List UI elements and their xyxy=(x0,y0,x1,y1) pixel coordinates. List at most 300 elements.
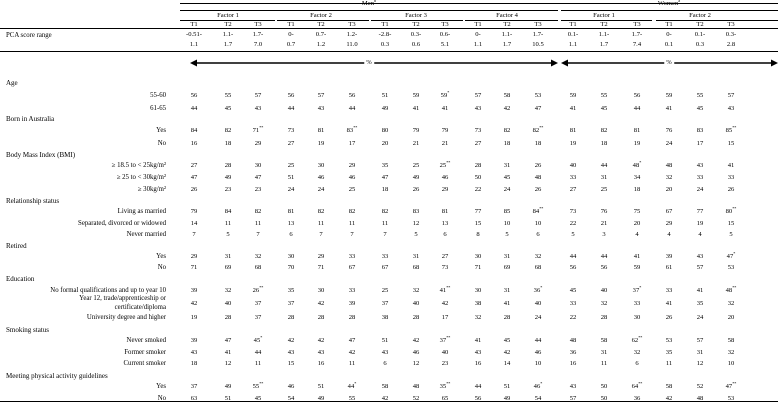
table-cell: 11 xyxy=(665,360,673,367)
table-cell: 57 xyxy=(727,92,735,99)
table-cell: 31 xyxy=(503,162,511,169)
table-cell: 24 xyxy=(317,186,325,193)
pca-range-lower: 0.3- xyxy=(725,31,737,38)
pca-range-lower: 0- xyxy=(475,31,481,38)
table-cell: 32 xyxy=(633,349,641,356)
table-cell: 61 xyxy=(665,264,673,271)
table-cell: 79 xyxy=(412,127,420,134)
table-cell: 56 xyxy=(190,92,198,99)
table-cell: 38 xyxy=(381,314,389,321)
table-cell: 43 xyxy=(474,349,482,356)
table-cell: 68 xyxy=(412,264,420,271)
table-cell: 42 xyxy=(503,105,511,112)
table-cell: 32 xyxy=(224,287,232,294)
table-cell: 48 xyxy=(569,337,577,344)
table-cell: 24 xyxy=(696,314,704,321)
table-cell: 41 xyxy=(569,105,577,112)
pca-range-upper: 1.1 xyxy=(568,41,578,48)
table-cell: 7 xyxy=(256,231,260,238)
table-cell: 46 xyxy=(348,174,356,181)
table-cell: 28 xyxy=(412,314,420,321)
table-cell: 75 xyxy=(633,208,641,215)
women-footnote-marker: a xyxy=(678,0,681,3)
factor-header-men: Factor 1 xyxy=(217,12,239,19)
table-cell: 53 xyxy=(727,395,735,402)
row-label: Yes xyxy=(156,253,166,260)
table-cell: 30 xyxy=(254,162,262,169)
pca-range-upper: 1.2 xyxy=(316,41,326,48)
table-cell: 4 xyxy=(635,231,639,238)
table-cell: 42 xyxy=(503,349,511,356)
table-cell: 6 xyxy=(383,360,387,367)
table-cell: 18 xyxy=(503,140,511,147)
table-cell: 73 xyxy=(287,127,295,134)
significance-marker: * xyxy=(639,160,642,165)
table-cell: 26 xyxy=(190,186,198,193)
table-cell: 12 xyxy=(412,220,420,227)
row-label: ≥ 25 to < 30kg/m² xyxy=(116,174,166,181)
pca-range-upper: 1.7 xyxy=(223,41,233,48)
table-cell: 18 xyxy=(381,186,389,193)
table-cell: 49 xyxy=(224,383,232,390)
table-cell: 21 xyxy=(412,140,420,147)
table-cell: 50 xyxy=(600,395,608,402)
table-cell: 68 xyxy=(534,264,542,271)
table-cell: 12 xyxy=(412,360,420,367)
table-cell: 55 xyxy=(348,395,356,402)
tertile-header: T2 xyxy=(224,21,232,28)
table-cell: 55 xyxy=(600,92,608,99)
table-cell: 68 xyxy=(254,264,262,271)
tertile-header: T1 xyxy=(474,21,482,28)
row-label: Yes xyxy=(156,127,166,134)
table-cell: 29 xyxy=(441,186,449,193)
table-cell: 77 xyxy=(474,208,482,215)
table-cell: 73 xyxy=(474,127,482,134)
table-cell: 15 xyxy=(727,220,735,227)
row-label: ≥ 18.5 to < 25kg/m² xyxy=(111,162,166,169)
row-label: No formal qualifications and up to year 10 xyxy=(50,287,166,294)
table-cell: 30 xyxy=(474,287,482,294)
tertile-header: T2 xyxy=(696,21,704,28)
section-heading: Body Mass Index (BMI) xyxy=(6,151,76,159)
pca-range-lower: 1.7- xyxy=(532,31,544,38)
table-cell: 46 xyxy=(534,349,542,356)
table-cell: 73 xyxy=(569,208,577,215)
table-cell: 42 xyxy=(665,395,673,402)
table-cell: 80** xyxy=(725,206,737,216)
table-cell: 15 xyxy=(287,360,295,367)
table-cell: 59 xyxy=(633,264,641,271)
table-cell: 32 xyxy=(412,287,420,294)
table-cell: 43 xyxy=(569,383,577,390)
table-cell: 82 xyxy=(381,208,389,215)
tertile-header: T2 xyxy=(317,21,325,28)
table-cell: 44 xyxy=(254,349,262,356)
table-cell: 65 xyxy=(441,395,449,402)
significance-marker: ** xyxy=(446,285,451,290)
table-cell: 32 xyxy=(727,349,735,356)
table-cell: 56 xyxy=(287,92,295,99)
table-cell: 56 xyxy=(600,264,608,271)
table-cell: 33 xyxy=(727,174,735,181)
table-cell: 82 xyxy=(503,127,511,134)
pca-range-lower: 1.2- xyxy=(346,31,358,38)
table-cell: 82** xyxy=(532,125,544,135)
table-cell: 38 xyxy=(474,300,482,307)
table-cell: 11 xyxy=(600,360,608,367)
significance-marker: ** xyxy=(259,381,264,386)
table-cell: 25 xyxy=(381,287,389,294)
table-cell: 37 xyxy=(381,300,389,307)
table-cell: 56 xyxy=(633,92,641,99)
significance-marker: ** xyxy=(446,160,451,165)
pca-range-upper: 7.0 xyxy=(253,41,263,48)
table-cell: 21 xyxy=(600,220,608,227)
table-cell: 21 xyxy=(441,140,449,147)
factor-header-men: Factor 2 xyxy=(310,12,332,19)
table-cell: 76 xyxy=(665,127,673,134)
table-cell: 81 xyxy=(287,208,295,215)
table-cell: 50 xyxy=(474,174,482,181)
table-cell: 36 xyxy=(569,349,577,356)
table-cell: 81 xyxy=(633,127,641,134)
table-cell: 48* xyxy=(632,160,642,170)
table-cell: 6 xyxy=(536,231,540,238)
table-cell: 43 xyxy=(317,105,325,112)
table-cell: 49 xyxy=(381,105,389,112)
table-cell: 47 xyxy=(254,174,262,181)
pca-range-upper: 1.7 xyxy=(502,41,512,48)
rule-women-underline xyxy=(561,10,778,11)
table-cell: 31 xyxy=(503,253,511,260)
pca-range-upper: 0.3 xyxy=(380,41,390,48)
row-label: Living as married xyxy=(117,208,166,215)
row-label: Current smoker xyxy=(123,360,166,367)
pca-range-upper: 10.5 xyxy=(532,41,544,48)
pca-range-lower: 1.1- xyxy=(598,31,610,38)
table-cell: 77 xyxy=(696,208,704,215)
section-heading: Meeting physical activity guidelines xyxy=(6,372,108,380)
table-cell: 41** xyxy=(439,285,451,295)
table-cell: 69 xyxy=(224,264,232,271)
table-cell: 41 xyxy=(474,337,482,344)
table-cell: 46 xyxy=(441,174,449,181)
pca-range-lower: 0.1- xyxy=(694,31,706,38)
table-cell: 27 xyxy=(287,140,295,147)
table-cell: 6 xyxy=(635,360,639,367)
table-cell: 31 xyxy=(696,349,704,356)
significance-marker: ** xyxy=(638,335,643,340)
table-cell: 12 xyxy=(696,360,704,367)
section-heading: Relationship status xyxy=(6,197,60,205)
row-label: Separated, divorced or widowed xyxy=(78,220,166,227)
table-cell: 31 xyxy=(224,253,232,260)
table-cell: 17 xyxy=(441,314,449,321)
significance-marker: ** xyxy=(446,381,451,386)
pca-range-upper: 2.8 xyxy=(726,41,736,48)
table-cell: 44 xyxy=(190,105,198,112)
pca-range-upper: 5.1 xyxy=(440,41,450,48)
significance-marker: * xyxy=(540,285,543,290)
table-cell: 5 xyxy=(414,231,418,238)
table-cell: 47** xyxy=(725,381,737,391)
table-cell: 30 xyxy=(633,314,641,321)
table-cell: 31 xyxy=(600,174,608,181)
table-cell: 83 xyxy=(412,208,420,215)
row-label: 61-65 xyxy=(150,105,166,112)
table-cell: 29 xyxy=(348,162,356,169)
table-cell: 85** xyxy=(725,125,737,135)
table-cell: 41 xyxy=(224,349,232,356)
section-heading: Age xyxy=(6,79,18,87)
table-cell: 82 xyxy=(224,127,232,134)
table-cell: 29 xyxy=(190,253,198,260)
table-cell: 43 xyxy=(381,349,389,356)
table-cell: 28 xyxy=(287,314,295,321)
table-cell: 39 xyxy=(190,337,198,344)
table-cell: 19 xyxy=(696,220,704,227)
table-cell: 47 xyxy=(348,337,356,344)
table-cell: 84 xyxy=(224,208,232,215)
table-cell: 37* xyxy=(632,285,642,295)
factor-header-women: Factor 1 xyxy=(593,12,615,19)
table-cell: 22 xyxy=(474,186,482,193)
pca-range-lower: 0.1- xyxy=(567,31,579,38)
row-label: 55-60 xyxy=(150,92,166,99)
table-cell: 43 xyxy=(287,349,295,356)
table-cell: 4 xyxy=(667,231,671,238)
table-cell: 28 xyxy=(224,162,232,169)
rule-below-pca xyxy=(0,51,778,52)
table-cell: 41 xyxy=(412,105,420,112)
significance-marker: ** xyxy=(259,125,264,130)
table-cell: 56 xyxy=(569,264,577,271)
table-cell: 46* xyxy=(533,381,543,391)
table-cell: 58 xyxy=(665,383,673,390)
table-cell: 19 xyxy=(317,140,325,147)
row-label: No xyxy=(157,140,166,147)
table-cell: 25 xyxy=(600,186,608,193)
table-cell: 40 xyxy=(600,287,608,294)
table-cell: 45 xyxy=(503,337,511,344)
table-cell: 51 xyxy=(503,383,511,390)
table-cell: 42 xyxy=(441,300,449,307)
table-cell: 32 xyxy=(600,300,608,307)
table-cell: 31 xyxy=(600,349,608,356)
table-cell: 45 xyxy=(224,105,232,112)
table-cell: 58 xyxy=(600,337,608,344)
table-cell: 18 xyxy=(600,140,608,147)
significance-marker: ** xyxy=(732,381,737,386)
pca-range-lower: 1.7- xyxy=(631,31,643,38)
table-cell: 29 xyxy=(317,253,325,260)
row-label: No xyxy=(157,264,166,271)
table-cell: 11 xyxy=(381,220,389,227)
significance-marker: ** xyxy=(732,206,737,211)
table-cell: 8 xyxy=(476,231,480,238)
table-cell: 5 xyxy=(729,231,733,238)
tertile-header: T1 xyxy=(665,21,673,28)
row-label: Never smoked xyxy=(126,337,166,344)
table-cell: 48 xyxy=(665,162,673,169)
percent-arrow-men xyxy=(190,59,558,67)
table-cell: 16 xyxy=(317,360,325,367)
table-cell: 55** xyxy=(252,381,264,391)
tertile-header: T1 xyxy=(287,21,295,28)
tertile-header: T1 xyxy=(190,21,198,28)
table-cell: 24 xyxy=(665,140,673,147)
table-cell: 59 xyxy=(412,92,420,99)
men-header: Men$^b$ xyxy=(361,0,377,8)
tertile-header: T3 xyxy=(348,21,356,28)
tertile-header: T3 xyxy=(727,21,735,28)
table-cell: 79 xyxy=(441,127,449,134)
row-label: ≥ 30kg/m² xyxy=(137,186,166,193)
pca-range-lower: 0.3- xyxy=(410,31,422,38)
table-cell: 26 xyxy=(534,186,542,193)
table-cell: 40 xyxy=(569,162,577,169)
table-cell: 5 xyxy=(571,231,575,238)
significance-marker: ** xyxy=(539,125,544,130)
significance-marker: ** xyxy=(539,206,544,211)
table-cell: 43 xyxy=(696,253,704,260)
table-cell: 10 xyxy=(534,360,542,367)
table-cell: 10 xyxy=(727,360,735,367)
pca-range-upper: 1.7 xyxy=(599,41,609,48)
table-cell: 58 xyxy=(503,92,511,99)
table-cell: 28 xyxy=(224,314,232,321)
table-cell: 52 xyxy=(412,395,420,402)
table-cell: 57 xyxy=(474,92,482,99)
table-cell: 43 xyxy=(696,162,704,169)
significance-marker: * xyxy=(733,251,736,256)
table-cell: 25 xyxy=(412,162,420,169)
table-cell: 26 xyxy=(727,186,735,193)
table-cell: 55 xyxy=(224,92,232,99)
pca-range-lower: 1.7- xyxy=(252,31,264,38)
significance-marker: ** xyxy=(732,285,737,290)
tertile-header: T3 xyxy=(441,21,449,28)
table-cell: 48 xyxy=(412,383,420,390)
table-cell: 82 xyxy=(600,127,608,134)
table-cell: 11 xyxy=(348,360,356,367)
table-cell: 69 xyxy=(503,264,511,271)
significance-marker: * xyxy=(260,335,263,340)
table-cell: 45* xyxy=(253,335,263,345)
table-cell: 43 xyxy=(727,105,735,112)
table-cell: 33 xyxy=(633,300,641,307)
pca-range-lower: 1.1- xyxy=(501,31,513,38)
pca-range-lower: 0- xyxy=(666,31,672,38)
table-cell: 10 xyxy=(503,220,511,227)
table-cell: 42 xyxy=(317,337,325,344)
table-cell: 67 xyxy=(665,208,673,215)
table-cell: 15 xyxy=(474,220,482,227)
table-cell: 23 xyxy=(224,186,232,193)
table-cell: 42 xyxy=(317,300,325,307)
table-cell: 15 xyxy=(727,140,735,147)
table-cell: 30 xyxy=(317,162,325,169)
section-heading: Born in Australia xyxy=(6,115,55,123)
pca-range-upper: 0.6 xyxy=(411,41,421,48)
pca-range-upper: 11.0 xyxy=(346,41,358,48)
table-cell: 49 xyxy=(317,395,325,402)
table-cell: 42 xyxy=(381,395,389,402)
table-cell: 40 xyxy=(534,300,542,307)
table-cell: 19 xyxy=(190,314,198,321)
table-cell: 25 xyxy=(287,162,295,169)
percent-symbol-women: % xyxy=(666,59,672,66)
table-cell: 35 xyxy=(696,300,704,307)
table-cell: 71** xyxy=(252,125,264,135)
table-cell: 83** xyxy=(346,125,358,135)
table-cell: 32 xyxy=(534,253,542,260)
table-cell: 50 xyxy=(600,383,608,390)
row-label: No xyxy=(157,395,166,402)
table-cell: 12 xyxy=(224,360,232,367)
table-cell: 26 xyxy=(534,162,542,169)
table-cell: 45 xyxy=(600,105,608,112)
row-label: Yes xyxy=(156,383,166,390)
table-cell: 36* xyxy=(533,285,543,295)
table-cell: 82 xyxy=(348,208,356,215)
row-label: University degree and higher xyxy=(86,314,166,321)
table-cell: 30 xyxy=(474,253,482,260)
table-cell: 41 xyxy=(665,105,673,112)
table-cell: 85 xyxy=(503,208,511,215)
table-cell: 18 xyxy=(633,186,641,193)
pca-range-lower: -2.8- xyxy=(378,31,392,38)
table-cell: 5 xyxy=(505,231,509,238)
women-header: Women$^a$ xyxy=(657,0,681,8)
table-cell: 45 xyxy=(569,287,577,294)
significance-marker: * xyxy=(354,381,357,386)
table-cell: 46 xyxy=(412,349,420,356)
table-cell: 26 xyxy=(412,186,420,193)
significance-marker: ** xyxy=(638,381,643,386)
table-cell: 17 xyxy=(348,140,356,147)
table-cell: 56 xyxy=(474,395,482,402)
table-cell: 52 xyxy=(696,383,704,390)
table-cell: 37 xyxy=(254,300,262,307)
pca-range-lower: 1.1- xyxy=(222,31,234,38)
table-cell: 17 xyxy=(696,140,704,147)
table-cell: 43 xyxy=(254,105,262,112)
pca-range-upper: 0.7 xyxy=(286,41,296,48)
table-cell: 27 xyxy=(569,186,577,193)
table-cell: 35 xyxy=(665,349,673,356)
table-cell: 49 xyxy=(224,174,232,181)
table-cell: 44* xyxy=(347,381,357,391)
table-cell: 41 xyxy=(503,300,511,307)
table-cell: 33 xyxy=(696,174,704,181)
table-cell: 55 xyxy=(696,92,704,99)
pca-range-lower: 0.7- xyxy=(315,31,327,38)
table-cell: 42 xyxy=(287,337,295,344)
table-cell: 16 xyxy=(474,360,482,367)
significance-marker: * xyxy=(447,90,450,95)
table-cell: 27 xyxy=(441,253,449,260)
tertile-header: T3 xyxy=(254,21,262,28)
table-cell: 43 xyxy=(317,349,325,356)
table-cell: 37 xyxy=(287,300,295,307)
table-cell: 32 xyxy=(665,174,673,181)
table-cell: 44 xyxy=(600,253,608,260)
significance-marker: ** xyxy=(732,125,737,130)
table-cell: 81 xyxy=(569,127,577,134)
table-cell: 28 xyxy=(503,314,511,321)
